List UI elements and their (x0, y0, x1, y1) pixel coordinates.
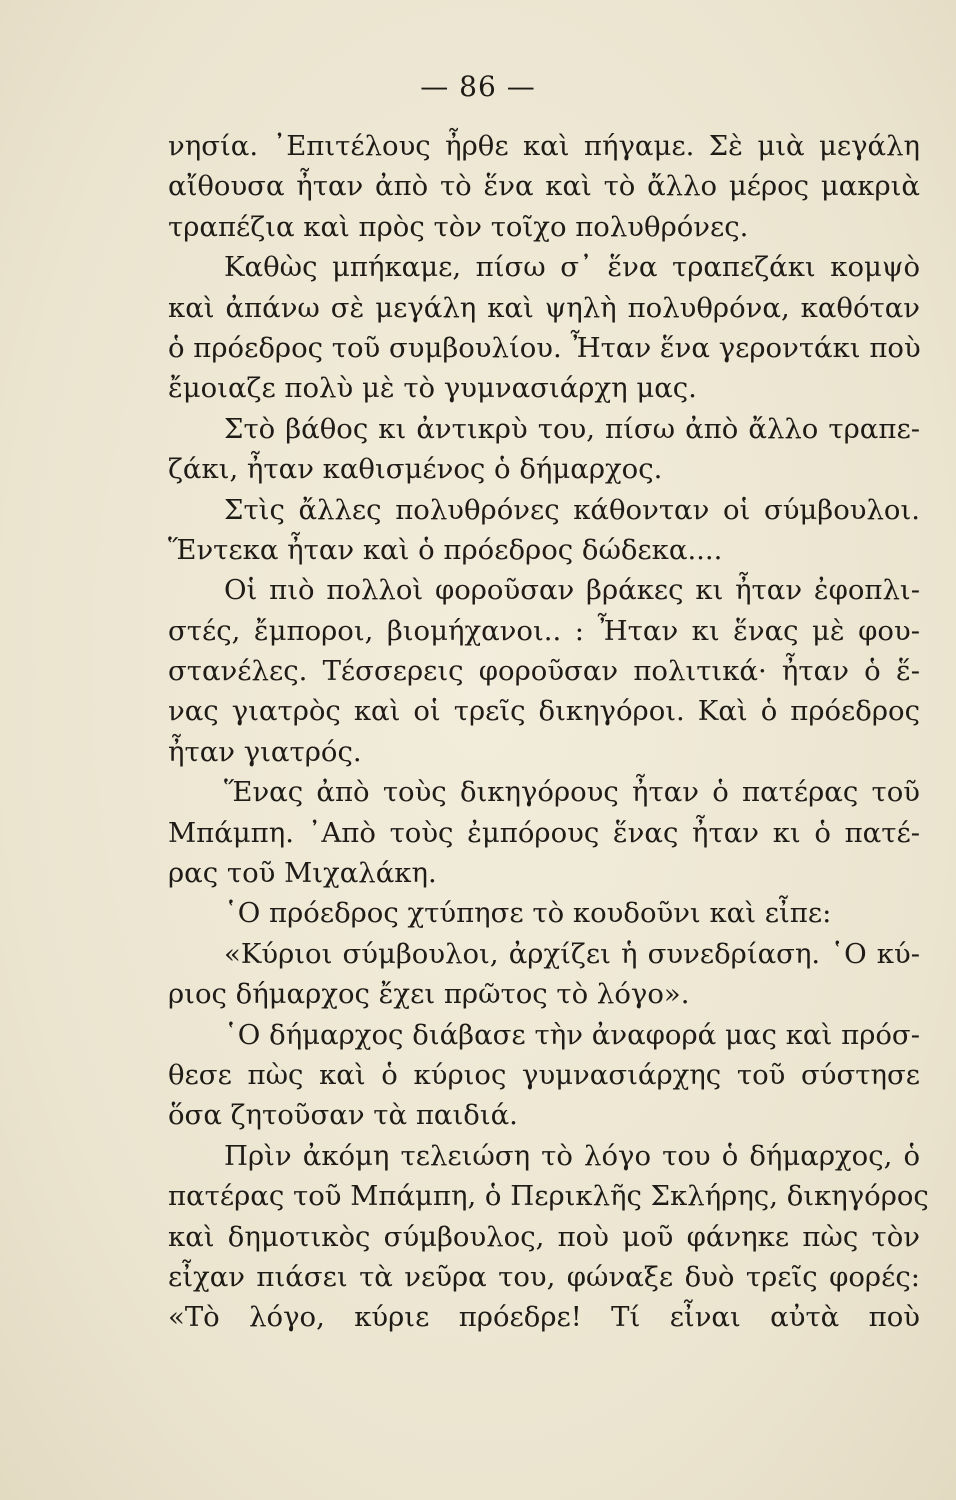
text-line: ῾Ο πρόεδρος χτύπησε τὸ κουδοῦνι καὶ εἶπε: (224, 897, 832, 930)
text-line: θεσε πὼς καὶ ὁ κύριος γυμνασιάρχης τοῦ σύστησε (168, 1058, 920, 1091)
text-line: ὁ πρόεδρος τοῦ συμβουλίου. Ἦταν ἕνα γεροντάκι ποὺ (168, 331, 921, 364)
text-line: στανέλες. Τέσσερεις φοροῦσαν πολιτικά· ἦταν ὁ ἕ- (168, 655, 920, 688)
text-line: αἴθουσα ἦταν ἀπὸ τὸ ἕνα καὶ τὸ ἄλλο μέρος μακριὰ (168, 170, 920, 203)
text-line: Ἕνας ἀπὸ τοὺς δικηγόρους ἦταν ὁ πατέρας τοῦ (224, 776, 920, 809)
text-line: «Τὸ λόγο, κύριε πρόεδρε! Τί εἶναι αὐτὰ ποὺ (168, 1301, 920, 1334)
text-line: ριος δήμαρχος ἔχει πρῶτος τὸ λόγο». (168, 978, 690, 1011)
text-line: ἦταν γιατρός. (168, 735, 362, 768)
text-line: ἔμοιαζε πολὺ μὲ τὸ γυμνασιάρχη μας. (168, 372, 697, 405)
text-line: νησία. ᾿Επιτέλους ἦρθε καὶ πήγαμε. Σὲ μιὰ μεγάλη (168, 130, 920, 162)
text-line: «Κύριοι σύμβουλοι, ἀρχίζει ἡ συνεδρίαση. ῾Ο κύ- (224, 937, 920, 970)
text-line: ρας τοῦ Μιχαλάκη. (168, 857, 437, 890)
text-line: πατέρας τοῦ Μπάμπη, ὁ Περικλῆς Σκλήρης, δικηγόρος (168, 1180, 929, 1213)
text-line: τραπέζια καὶ πρὸς τὸν τοῖχο πολυθρόνες. (168, 210, 749, 243)
text-line: εἶχαν πιάσει τὰ νεῦρα του, φώναξε δυὸ τρεῖς φορές: (168, 1260, 920, 1293)
text-line: ζάκι, ἦταν καθισμένος ὁ δήμαρχος. (168, 453, 663, 486)
text-line: Οἱ πιὸ πολλοὶ φοροῦσαν βράκες κι ἦταν ἐφοπλι- (224, 574, 920, 607)
text-line: νας γιατρὸς καὶ οἱ τρεῖς δικηγόροι. Καὶ ὁ πρόεδρος (168, 695, 920, 728)
body-text (168, 126, 929, 1338)
text-line: στές, ἔμποροι, βιομήχανοι.. : Ἦταν κι ἕνας μὲ φου- (168, 614, 920, 647)
text-line: καὶ ἀπάνω σὲ μεγάλη καὶ ψηλὴ πολυθρόνα, καθόταν (168, 291, 920, 324)
text-line: Πρὶν ἀκόμη τελειώση τὸ λόγο του ὁ δήμαρχος, ὁ (224, 1139, 920, 1172)
text-line: ῾Ο δήμαρχος διάβασε τὴν ἀναφορά μας καὶ πρόσ- (224, 1018, 920, 1051)
text-line: καὶ δημοτικὸς σύμβουλος, ποὺ μοῦ φάνηκε πὼς τὸν (168, 1220, 920, 1253)
text-line: Στὸ βάθος κι ἀντικρὺ του, πίσω ἀπὸ ἄλλο τραπε- (224, 412, 920, 445)
text-line: Μπάμπη. ᾿Απὸ τοὺς ἐμπόρους ἕνας ἦταν κι ὁ πατέ- (168, 816, 920, 849)
page-number: — 86 — (420, 70, 536, 103)
text-line: ὅσα ζητοῦσαν τὰ παιδιά. (168, 1099, 518, 1132)
text-line: Στὶς ἄλλες πολυθρόνες κάθονταν οἱ σύμβουλοι. (224, 493, 920, 526)
text-line: Καθὼς μπήκαμε, πίσω σ᾿ ἕνα τραπεζάκι κομψὸ (224, 251, 920, 284)
text-line: Ἕντεκα ἦταν καὶ ὁ πρόεδρος δώδεκα.... (168, 533, 723, 566)
